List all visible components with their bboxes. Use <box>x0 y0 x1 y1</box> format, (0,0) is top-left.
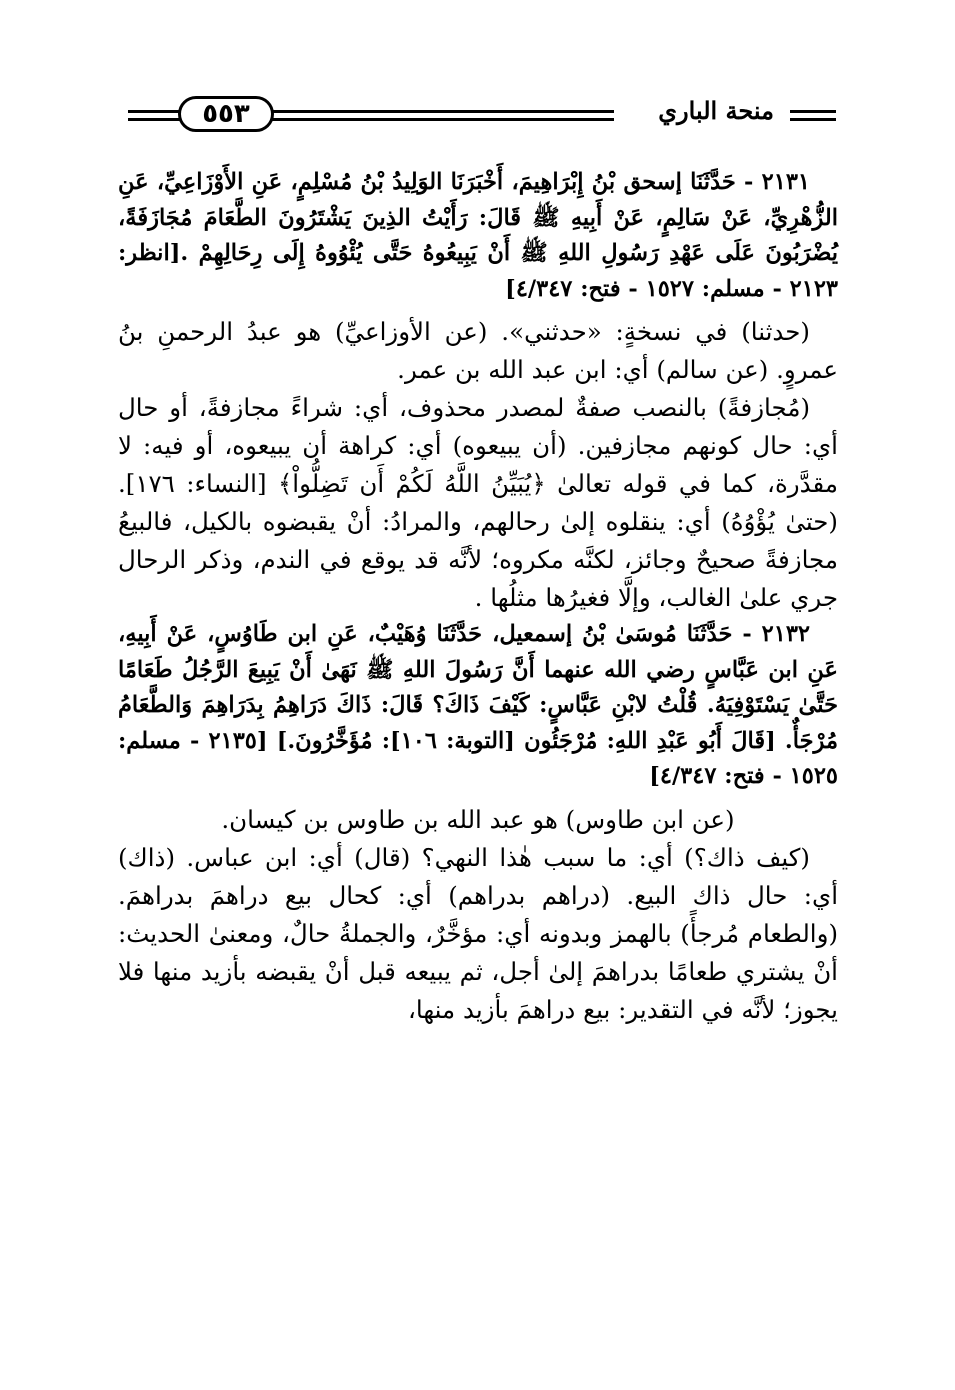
commentary-paragraph: (كيف ذاك؟) أي: ما سبب هٰذا النهي؟ (قال) أي: ابن عباس. (ذاك) أي: حال ذاك البيع. (دراهم بدراهم) أي: كحال بيع دراهمَ بدراهمَ. (والطعام مُرجأً) بالهمز وبدونه أي: مؤخَّرٌ، والجملةُ حالٌ، ومعنىٰ الحديث: أنْ يشتري طعامًا بدراهمَ إلىٰ أجل، ثم يبيعه قبل أنْ يقبضه بأزيد منها فلا يجوز؛ لأنَّه في التقدير: بيع دراهمَ بأزيد منها، <box>118 842 838 1024</box>
commentary-paragraph: (عن ابن طاوس) هو عبد الله بن طاوس بن كيسان. <box>221 804 735 834</box>
commentary-paragraph: (حدثنا) في نسخةٍ: «حدثني». (عن الأوزاعيِّ) هو عبدُ الرحمنِ بنُ عمروٍ. (عن سالم) أي: ابن عبد الله بن عمر. <box>118 317 838 384</box>
header-rule-right-top <box>790 110 836 113</box>
header-rule-right-bottom <box>790 118 836 121</box>
header-rule-middle-top <box>268 110 634 113</box>
running-title: منحة الباري <box>614 96 774 125</box>
hadith-2132: ٢١٣٢ - حَدَّثَنَا مُوسَىٰ بْنُ إسمعيل، حَدَّثَنَا وُهَيْبٌ، عَنِ ابن طَاوُسٍ، عَنْ أَبِيهِ، عَنِ ابن عَبَّاسٍ رضي الله عنهما أَنَّ رَسُولَ اللهِ ﷺ نَهَىٰ أَنْ يَبِيعَ الرَّجُلُ طَعَامًا حَتَّىٰ يَسْتَوْفِيَهُ. قُلْتُ لابْنِ عَبَّاسٍ: كَيْفَ ذَاكَ؟ قَالَ: ذَاكَ دَرَاهِمُ بِدَرَاهِمَ وَالطَّعَامُ مُرْجَأٌ. [قَالَ أَبُو عَبْدِ اللهِ: مُرْجَئُون [التوبة: ١٠٦]: مُؤَخَّرُونَ.] [٢١٣٥ - مسلم: ١٥٢٥ - فتح: ٤/٣٤٧] <box>118 621 838 789</box>
page-number-badge <box>178 96 274 132</box>
page-number: ٥٥٣ <box>202 99 250 129</box>
hadith-2131: ٢١٣١ - حَدَّثَنَا إسحق بْنُ إِبْرَاهِيمَ، أَخْبَرَنَا الوَلِيدُ بْنُ مُسْلِمٍ، عَنِ الأَوْزَاعِيِّ، عَنِ الزُّهْرِيِّ، عَنْ سَالِمٍ، عَنْ أَبِيهِ ﷺ قَالَ: رَأَيْتُ الذِينَ يَشْتَرُونَ الطَّعَامَ مُجَازَفَةً، يُضْرَبُونَ عَلَى عَهْدِ رَسُولِ اللهِ ﷺ أَنْ يَبِيعُوهُ حَتَّى يُئْوُوهُ إِلَى رِحَالِهِمْ .[انظر: ٢١٢٣ - مسلم: ١٥٢٧ - فتح: ٤/٣٤٧] <box>118 169 838 302</box>
page-header <box>128 94 836 140</box>
page-body <box>118 165 838 1029</box>
commentary-paragraph: (مُجازفةً) بالنصب صفةٌ لمصدر محذوف، أي: شراءً مجازفةً، أو حال أي: حال كونهم مجازفين. (أن يبيعوه) أي: كراهة أن يبيعوه، أو فيه: لا مقدَّرة، كما في قوله تعالىٰ ﴿يُبَيِّنُ اللَّهُ لَكُمْ أَن تَضِلُّواْ﴾ [النساء: ١٧٦]. (حتىٰ يُؤْوُهُ) أي: ينقلوه إلىٰ رحالهم، والمرادُ: أنْ يقبضوه بالكيل، فالبيعُ مجازفةً صحيحٌ وجائز، لكنَّه مكروه؛ لأنَّه قد يوقع في الندم، وذكر الرحال جري علىٰ الغالب، وإلَّا فغيرُها مثلُها . <box>118 393 838 612</box>
header-rule-middle-bottom <box>268 118 634 121</box>
